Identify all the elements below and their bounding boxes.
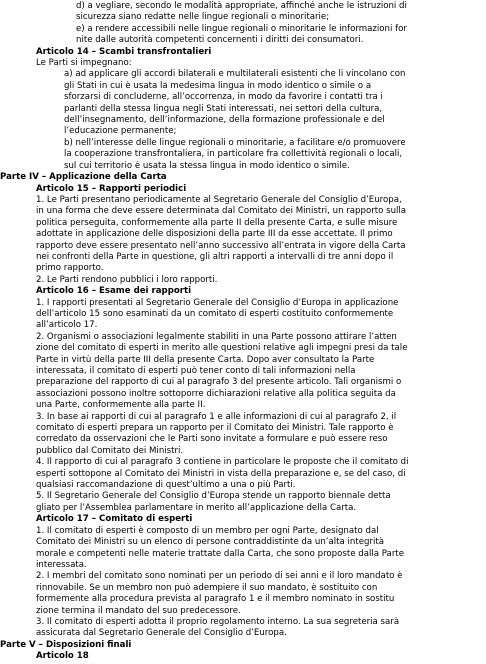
section-heading: Articolo 16 – Esame dei rapporti: [36, 286, 192, 297]
text-line: e) a rendere accessibili nelle lingue regionali o minoritarie le informazioni for: [76, 23, 407, 34]
text-line: interessata, il comitato di esperti può tener conto di tali informazioni nella: [36, 366, 356, 376]
text-line: parlanti della stessa lingua negli Stati interessati, nei settori della cultura,: [64, 103, 383, 114]
text-line: interessata.: [36, 559, 87, 570]
text-line: morale e competenti nelle materie trattate dalla Carta, che sono proposte dalla Parte: [36, 548, 405, 559]
text-line: 3. Il comitato di esperti adotta il proprio regolamento interno. La sua segreteria sarà: [36, 616, 400, 627]
text-line: sforzarsi di concluderne, all’occorrenza, in modo da favorire i contatti tra i: [64, 92, 383, 103]
text-line: preparazione del rapporto di cui al paragrafo 3 del presente articolo. Tali organismi o: [36, 377, 402, 388]
text-line: qualsiasi raccomandazione di quest’ultimo a una o più Parti.: [36, 480, 296, 491]
text-line: politica perseguita, conformemente alla parte II della presente Carta, e sulle misure: [36, 217, 398, 228]
text-line: Le Parti si impegnano:: [36, 58, 132, 69]
text-line: nei confronti della Parte in questione, gli altri rapporti a intervalli di tre anni dopo il: [36, 251, 394, 262]
text-line: 2. I membri del comitato sono nominati per un periodo di sei anni e il loro mandato è: [36, 571, 403, 582]
text-line: primo rapporto.: [36, 263, 104, 274]
section-heading: Articolo 18: [36, 651, 89, 662]
section-heading: Articolo 14 – Scambi transfrontalieri: [36, 46, 212, 57]
section-heading: Articolo 15 – Rapporti periodici: [36, 183, 187, 194]
document-page: [0, 1, 486, 663]
text-line: associazioni possono inoltre sottoporre dichiarazioni relative alla politica seguita da: [36, 388, 396, 399]
section-heading: Articolo 17 – Comitato di esperti: [36, 514, 193, 525]
text-line: nite dalle autorità competenti concernenti i diritti dei consumatori.: [76, 35, 364, 46]
text-line: 1. Le Parti presentano periodicamente al Segretario Generale del Consiglio d’Europa,: [36, 194, 402, 205]
text-line: Parte in virtù della parte III della presente Carta. Dopo aver consultato la Parte: [36, 354, 375, 365]
text-line: zione del comitato di esperti in merito alle questioni relative agli impegni presi da tale: [36, 343, 408, 354]
text-line: 1. I rapporti presentati al Segretario Generale del Consiglio d’Europa in applicazione: [36, 297, 399, 308]
text-line: d) a vegliare, secondo le modalità appropriate, affinché anche le istruzioni di: [76, 1, 407, 11]
text-line: gli Stati in cui è usata la medesima lingua in modo identico o simile o a: [64, 80, 372, 91]
text-line: all’articolo 17.: [36, 320, 98, 331]
text-line: dell’insegnamento, dell’informazione, della formazione professionale e del: [64, 115, 385, 126]
section-heading: Parte IV – Applicazione della Carta: [0, 172, 167, 183]
text-line: b) nell’interesse delle lingue regionali o minoritarie, a facilitare e/o promuovere: [64, 137, 406, 148]
text-line: la cooperazione transfrontaliera, in particolare fra collettività regionali o locali,: [64, 149, 403, 160]
text-line: a) ad applicare gli accordi bilaterali e multilaterali esistenti che li vincolano con: [64, 69, 406, 80]
text-line: 3. In base ai rapporti di cui al paragrafo 1 e alle informazioni di cui al paragrafo 2, il: [36, 411, 397, 422]
text-line: in una forma che deve essere determinata dal Comitato dei Ministri, un rapporto sulla: [36, 206, 407, 217]
text-line: 5. Il Segretario Generale del Consiglio d’Europa stende un rapporto biennale detta: [36, 491, 391, 502]
text-line: 2. Le Parti rendono pubblici i loro rapporti.: [36, 274, 218, 285]
text-line: gliato per l’Assemblea parlamentare in merito all’applicazione della Carta.: [36, 502, 357, 513]
text-line: comitato di esperti prepara un rapporto per il Comitato dei Ministri. Tale rapporto è: [36, 423, 394, 434]
text-line: adottate in applicazione delle disposizioni della parte III da esse accettate. Il primo: [36, 229, 393, 240]
text-line: Comitato dei Ministri su un elenco di persone contraddistinte da un’alta integrità: [36, 537, 385, 548]
text-line: 2. Organismi o associazioni legalmente stabiliti in una Parte possono attirare l’atten: [36, 331, 397, 342]
text-line: rapporto deve essere presentato nell’anno successivo all’entrata in vigore della Carta: [36, 240, 406, 251]
text-line: esperti sottopone al Comitato dei Ministri in vista della preparazione e, se del caso, di: [36, 468, 406, 479]
text-line: assicurata dal Segretario Generale del Consiglio d’Europa.: [36, 628, 287, 639]
text-line: l’educazione permanente;: [64, 126, 177, 137]
text-line: sul cui territorio è usata la stessa lingua in modo identico o simile.: [64, 160, 350, 171]
text-line: zione termina il mandato del suo predecessore.: [36, 605, 241, 616]
text-line: formemente alla procedura prevista al paragrafo 1 e il membro nominato in sostitu: [36, 594, 395, 605]
text-line: corredato da osservazioni che le Parti sono invitate a formulare e può essere reso: [36, 434, 388, 445]
text-line: 1. Il comitato di esperti è composto di un membro per ogni Parte, designato dal: [36, 525, 379, 536]
text-line: rinnovabile. Se un membro non può adempiere il suo mandato, è sostituito con: [36, 582, 378, 593]
text-line: dell’articolo 15 sono esaminati da un comitato di esperti costituito conformemente: [36, 308, 394, 319]
text-line: 4. Il rapporto di cui al paragrafo 3 contiene in particolare le proposte che il comitato di: [36, 457, 409, 468]
text-line: pubblico dal Comitato dei Ministri.: [36, 445, 184, 456]
section-heading: Parte V – Disposizioni finali: [0, 639, 132, 650]
text-line: sicurezza siano redatte nelle lingue regionali o minoritarie;: [76, 12, 330, 23]
text-line: una Parte, conformemente alla parte II.: [36, 400, 206, 411]
